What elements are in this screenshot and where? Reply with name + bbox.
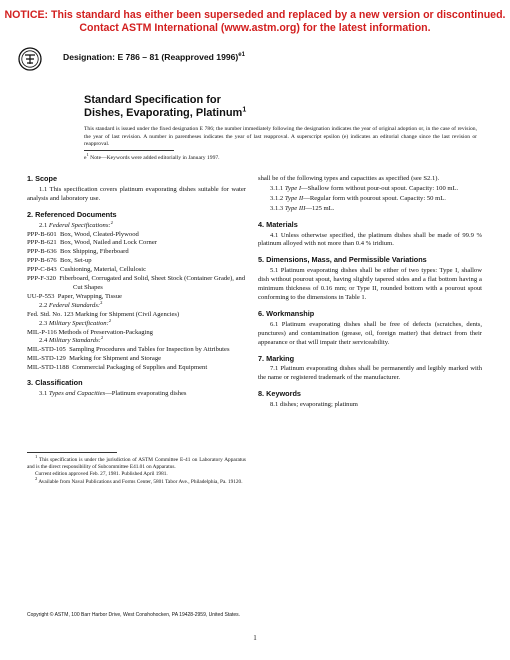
footnote-1b: Current edition approved Feb. 27, 1981. Published April 1981. bbox=[35, 471, 168, 478]
section-8-heading: 8. Keywords bbox=[258, 389, 301, 399]
notice-line-2: Contact ASTM International (www.astm.org) for the latest information. bbox=[79, 22, 431, 34]
intro-divider bbox=[84, 150, 174, 151]
supersede-notice bbox=[0, 9, 510, 35]
epsilon-note bbox=[84, 152, 220, 162]
ref-item: MIL-STD-105 Sampling Procedures and Tables for Inspection by Attributes bbox=[27, 346, 230, 354]
document-title bbox=[84, 94, 246, 120]
right-column bbox=[258, 175, 482, 411]
ref-item: UU-P-553 Paper, Wrapping, Tissue bbox=[27, 292, 122, 300]
ref-item: MIL-STD-1188 Commercial Packaging of Supplies and Equipment bbox=[27, 364, 208, 372]
section-6-heading: 6. Workmanship bbox=[258, 308, 315, 318]
para-3-1: 3.1 Types and Capacities—Platinum evaporating dishes bbox=[39, 389, 187, 397]
subsection-2-1: 2.1 Federal Specifications:$^2$ bbox=[39, 219, 113, 229]
para-3-1-continued: shall be of the following types and capacities as specified (see S2.1). bbox=[258, 175, 440, 182]
para-4-1: 4.1 Unless otherwise specified, the platinum dishes shall be made of 99.9 % platinum alloyed with not more than 0.4 % iridium. bbox=[258, 231, 482, 248]
subsection-2-4: 2.4 Military Standards:$^2$ bbox=[39, 335, 104, 345]
ref-item: PPP-B-621 Box, Wood, Nailed and Lock Corner bbox=[27, 239, 157, 247]
military-standards-list bbox=[27, 346, 246, 373]
section-1-heading: 1. Scope bbox=[27, 174, 58, 183]
para-3-1-2: 3.1.2 Type II—Regular form with pourout spout. Capacity: 50 mL. bbox=[270, 194, 446, 202]
ref-item: PPP-C-843 Cushioning, Material, Cellulosic bbox=[27, 266, 147, 274]
footnotes bbox=[27, 454, 246, 486]
para-5-1: 5.1 Platinum evaporating dishes shall be either of two types: Type I, shallow dish without pourout spout, having slightly tapered sides and a flat bottom having a minimum thickness of 0.16 mm; or Type II, rounded bottom with a pourout spout conforming to the dimensions in Table 1. bbox=[258, 267, 482, 301]
notice-line-1: NOTICE: This standard has either been superseded and replaced by a new version or discontinued. bbox=[4, 9, 506, 21]
footnote-divider bbox=[27, 452, 117, 453]
designation-value: E 786 – 81 (Reapproved 1996) bbox=[117, 52, 239, 62]
ref-item: PPP-B-601 Box, Wood, Cleated-Plywood bbox=[27, 230, 139, 238]
subsection-2-3: 2.3 Military Specification:$^2$ bbox=[39, 317, 112, 327]
copyright-line: Copyright © ASTM, 100 Barr Harbor Drive, West Conshohocken, PA 19428-2959, United States. bbox=[27, 612, 241, 618]
footnote-1: $^1$ This specification is under the jurisdiction of ASTM Committee E-41 on Laboratory Apparatus and is the direct responsibility of Subcommittee E41.01 on Apparatus. bbox=[27, 454, 246, 470]
section-3-heading: 3. Classification bbox=[27, 378, 83, 388]
section-5-heading: 5. Dimensions, Mass, and Permissible Variations bbox=[258, 255, 427, 265]
epsilon-note-text: Note—Keywords were added editorially in January 1997. bbox=[88, 155, 220, 161]
title-line-2: Dishes, Evaporating, Platinum bbox=[84, 107, 243, 119]
ref-item: PPP-B-636 Box Shipping, Fiberboard bbox=[27, 248, 129, 256]
page-number: 1 bbox=[253, 634, 257, 642]
mil-spec-item: MIL-P-116 Methods of Preservation-Packaging bbox=[27, 328, 153, 336]
fed-std-item: Fed. Std. No. 123 Marking for Shipment (Civil Agencies) bbox=[27, 310, 180, 318]
left-column bbox=[27, 175, 246, 400]
ref-item: PPP-F-320 Fiberboard, Corrugated and Solid, Sheet Stock (Container Grade), and Cut Shapes bbox=[27, 275, 246, 291]
title-line-1: Standard Specification for bbox=[84, 94, 221, 106]
issuance-statement: This standard is issued under the fixed designation E 786; the number immediately following the designation indicates the year of original adoption or, in the case of revision, the year of last revision. A number in parentheses indicates the year of last reapproval. A superscript epsilon (e) indicates an editorial change since the last revision or reapproval. bbox=[84, 126, 477, 147]
para-3-1-1: 3.1.1 Type I—Shallow form without pour-out spout. Capacity: 100 mL. bbox=[270, 184, 459, 192]
astm-logo-icon bbox=[18, 47, 42, 71]
para-6-1: 6.1 Platinum evaporating dishes shall be free of defects (scratches, dents, punctures) and contamination (grease, oil, foreign matter) that detract from their appearance or that will impair their serviceability. bbox=[258, 320, 482, 346]
ref-item: PPP-B-676 Box, Set-up bbox=[27, 257, 92, 265]
federal-specs-list bbox=[27, 231, 246, 302]
epsilon-sup: 1 bbox=[86, 152, 89, 158]
para-1-1: 1.1 This specification covers platinum evaporating dishes suitable for water analysis and laboratory use. bbox=[27, 185, 246, 202]
subsection-2-2: 2.2 Federal Standards:$^2$ bbox=[39, 299, 103, 309]
para-7-1: 7.1 Platinum evaporating dishes shall be permanently and legibly marked with the name or registered trademark of the manufacturer. bbox=[258, 365, 482, 382]
section-4-heading: 4. Materials bbox=[258, 219, 298, 229]
designation-sup: e1 bbox=[238, 52, 245, 59]
epsilon-mark: e bbox=[84, 155, 87, 161]
designation bbox=[63, 52, 245, 62]
para-8-1: 8.1 dishes; evaporating; platinum bbox=[270, 401, 358, 409]
footnote-2: $^2$ Available from Naval Publications and Forms Center, 5801 Tabor Ave., Philadelphia, Pa. 19120. bbox=[35, 476, 243, 485]
designation-label: Designation: bbox=[63, 52, 118, 62]
section-2-heading: 2. Referenced Documents bbox=[27, 209, 117, 219]
para-3-1-3: 3.1.3 Type III—125 mL. bbox=[270, 204, 335, 212]
ref-item: MIL-STD-129 Marking for Shipment and Storage bbox=[27, 355, 162, 363]
title-footnote-mark: 1 bbox=[242, 106, 247, 114]
section-7-heading: 7. Marking bbox=[258, 353, 295, 363]
